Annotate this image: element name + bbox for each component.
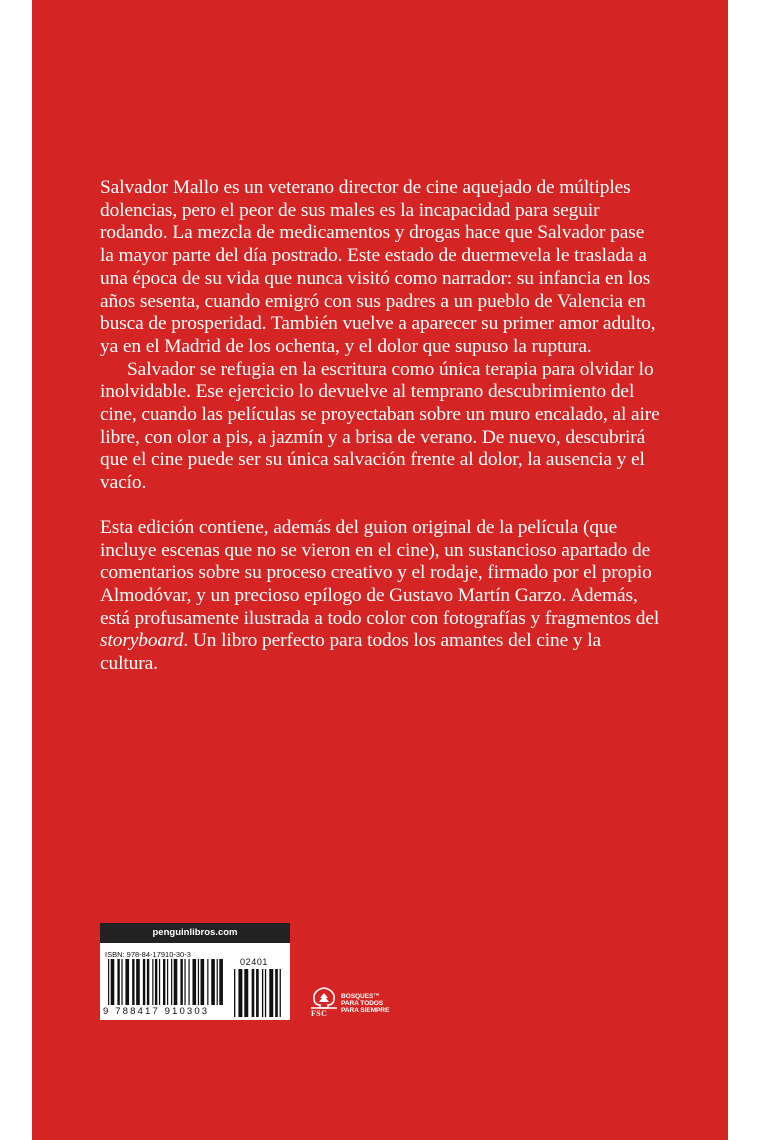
barcode-bar <box>125 959 129 1005</box>
blurb-paragraph-3-text: Esta edición contiene, además del guion original de la película (que incluye escenas que no se vieron en el cine), un sustancioso apartado de comentarios sobre su proceso creativo y el rodaje, firmado por el propio Almodóvar, y un precioso epílogo de Gustavo Martín Garzo. Además, está profusamente ilustrada a todo color con fotografías y fragmentos del <box>100 516 660 629</box>
blurb-paragraph-3 <box>100 517 660 676</box>
fsc-tagline-line-1: BOSQUES™ <box>341 993 380 1000</box>
barcode-bar <box>207 959 208 1005</box>
barcode-bar <box>159 959 160 1005</box>
fsc-tagline-line-3: PARA SIEMPRE <box>341 1007 390 1015</box>
blurb-paragraph-3-end: . Un libro perfecto para todos los amantes del cine y la cultura. <box>100 630 602 675</box>
barcode-bar <box>252 969 255 1017</box>
barcode-bar <box>152 959 153 1005</box>
barcode-bar <box>219 959 223 1005</box>
fsc-logo <box>303 984 413 1024</box>
barcode-bar <box>280 969 281 1017</box>
barcode-bar <box>132 959 134 1005</box>
blurb-paragraph-1: Salvador Mallo es un veterano director de cine aquejado de múltiples dolencias, pero el peor de sus males es la incapacidad para seguir rodando. La mezcla de medicamentos y drogas hace que Salvador pase la mayor parte del día postrado. Este estado de duermevela le traslada a una época de su vida que nunca visitó como narrador: su infancia en los años sesenta, cuando emigró con sus padres a un pueblo de Valencia en busca de prosperidad. También vuelve a aparecer su primer amor adulto, ya en el Madrid de los ochenta, y el dolor que supuso la ruptura. <box>100 177 656 357</box>
barcode-bar <box>147 959 149 1005</box>
ean-digits: 9 788417 910303 <box>103 1006 210 1017</box>
barcode-block <box>100 923 290 1020</box>
isbn-label: ISBN: 978-84-17910-30-3 <box>105 950 191 959</box>
barcode-bar <box>174 959 178 1005</box>
barcode-bar <box>180 959 182 1005</box>
back-cover-blurb <box>100 177 660 676</box>
barcode-bar <box>244 969 248 1017</box>
barcode-bar <box>188 959 189 1005</box>
barcode-bar <box>265 969 266 1017</box>
barcode-bar <box>234 969 235 1017</box>
barcode-bar <box>198 959 199 1005</box>
barcode-bar <box>117 959 119 1005</box>
fsc-letters: FSC <box>311 1009 328 1018</box>
barcode-bar <box>167 959 168 1005</box>
barcode-bar <box>256 969 259 1017</box>
barcode-bar <box>155 959 157 1005</box>
barcode-bar <box>143 959 145 1005</box>
barcode-bar <box>211 959 215 1005</box>
fsc-tagline <box>341 993 389 1015</box>
publisher-website: penguinlibros.com <box>100 923 290 943</box>
barcode-bar <box>108 959 109 1005</box>
storyboard-italic: storyboard <box>100 630 184 652</box>
barcode-bar <box>238 969 242 1017</box>
barcode-bar <box>163 959 165 1005</box>
barcode-bar <box>121 959 122 1005</box>
barcode-bar <box>217 959 218 1005</box>
barcode-bar <box>269 969 273 1017</box>
barcode-bar <box>184 959 185 1005</box>
blurb-paragraph-2: Salvador se refugia en la escritura como única terapia para olvidar lo inolvidable. Ese ejercicio lo devuelve al temprano descubrimiento del cine, cuando las películas se proyectaban sobre un muro encalado, al aire libre, con olor a pis, a jazmín y a brisa de verano. De nuevo, descubrirá que el cine puede ser su única salvación frente al dolor, la ausencia y el vacío. <box>100 358 660 494</box>
barcode-bar <box>136 959 140 1005</box>
barcode-bar <box>275 969 278 1017</box>
barcode-bar <box>111 959 115 1005</box>
barcode-bar <box>171 959 172 1005</box>
fsc-tagline-line-2: PARA TODOS <box>341 1000 384 1008</box>
barcode-bar <box>262 969 263 1017</box>
fsc-tree-icon <box>309 987 339 1011</box>
barcode-bar <box>201 959 205 1005</box>
barcode-addon-digits: 02401 <box>240 957 269 967</box>
barcode-bar <box>192 959 196 1005</box>
